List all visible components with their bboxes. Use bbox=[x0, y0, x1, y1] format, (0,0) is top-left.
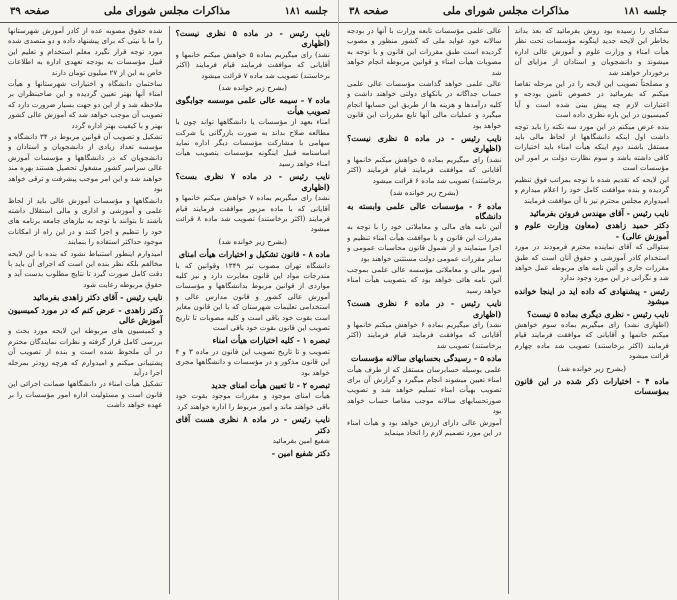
right-page-number: صفحه ۳۸ bbox=[349, 5, 389, 17]
reading-note: (بشرح زیر خوانده شد) bbox=[557, 363, 626, 373]
speaker-heading: ماده ۷ - سیمه عالی علمی موسسه جوابگوی تصویب هیأت bbox=[175, 95, 330, 116]
left-page-number: صفحه ۳۹ bbox=[10, 5, 50, 17]
text-paragraph: دانشگاه تهران مصوب تیر ۱۳۴۹ وقوانین که با مندرجات مواد این قانون مغایرت دارد و نیز کلیه مواردی از قوانین مربوط بدانشگاهها و مؤسسات آموزش عالی کشور و قانون مدارس عالی و استخدامی تعلیمات شهرستان که با این قانون مغایر است بقوت خود باقی است و کلیه مصوبات تا تاریخ تصویب این قانون بقوت خود باقی است bbox=[175, 260, 330, 332]
speaker-heading: رئیس - پیشنهادی که داده اید در اینجا خوانده میشود bbox=[514, 285, 669, 307]
text-paragraph: و کمیسیون های مربوطه این لایحه مورد بحث و بررسی کامل قرار گرفته و نظرات نمایندگان محترم در آن ملحوظ شده است و بنده از تصویب آن پشتیبانی میکنم و امیدوارم که هرچه زودتر بمرحله اجرا درآید bbox=[8, 326, 163, 377]
text-paragraph: تشکیل هیأت امناء در دانشگاهها ضمانت اجرائی این قانون است و مسئولیت اداره امور مؤسسات را بر عهده خواهد داشت bbox=[8, 379, 163, 410]
text-paragraph: این لایحه که تقدیم شده با توجه بمراتب فوق تنظیم گردیده و بنده موافقت کامل خود را اعلام میدارم و امیدوارم مجلس محترم نیز با آن موافقت فرمایند bbox=[514, 174, 669, 205]
text-paragraph: تشکیل و تصویب آن قوانین مربوط در ۳۴ دانشگاه و مؤسسه تعداد زیادی از دانشجویان و استادان و دانشجویان که در دانشگاهها و مؤسسات آموزش عالی سراسر کشور مشغول تحصیل هستند بهره مند خواهند شد و این امر موجب پیشرفت و ترقی خواهد بود bbox=[8, 132, 163, 194]
text-paragraph: بنده عرض میکنم در این مورد سه نکته را باید توجه داشت اول اینکه دانشگاهها از لحاظ مالی باید مستقل باشند دوم اینکه هیأت امناء باید اختیارات کافی داشته باشد و سوم نظارت دولت بر امور این مؤسسات است bbox=[514, 121, 669, 173]
speaker-heading: تبصره ۱ - کلیه اختیارات هیأت امناء bbox=[212, 335, 330, 346]
reading-note: (بشرح زیر خوانده شد) bbox=[218, 83, 287, 93]
text-paragraph: تصویب و تا تاریخ تصویب این قانون در ماده ۳ و ۴ این قانون مذکور و در مؤسسات و دانشگاهها مجری خواهد بود bbox=[175, 346, 330, 377]
right-page-header bbox=[339, 0, 677, 23]
text-paragraph: نشد) رای میگیریم بماده ۷ خواهش میکنم خانمها و آقایانی که با ماده مزبور موافقت فرمایند قیام فرمایند (اکثر برخاستند) تصویب شد ماده ۸ قرائت میشود bbox=[175, 193, 330, 234]
speaker-heading: نایب رئیس - در ماده ۵ نظری نیست؟ (اظهاری bbox=[175, 28, 330, 49]
speaker-heading: نایب رئیس - در ماده ۸ نظری هست آقای دکتر bbox=[175, 414, 330, 435]
column-divider bbox=[508, 26, 509, 594]
text-paragraph: هیأت امنای موجود و مقررات موجود بقوت خود باقی خواهند ماند و امور مربوط را اداره خواهند کرد bbox=[175, 391, 330, 411]
right-page bbox=[339, 0, 677, 600]
speaker-heading: ماده ۵ - رسیدگی بحسابهای سالانه مؤسسات bbox=[351, 353, 502, 364]
reading-note: (بشرح زیر خوانده شد) bbox=[218, 236, 287, 246]
speaker-heading: دکتر حمید زاهدی (معاون وزارت علوم و آموزش عالی) - bbox=[514, 220, 669, 241]
speaker-heading: ماده ۸ - قانون تشکیل و اختیارات هیأت امنای bbox=[178, 249, 330, 260]
left-page-right-column bbox=[176, 26, 331, 594]
text-paragraph: آئین نامه های مالی و معاملاتی خود را با توجه به مقررات این قانون و با موافقت هیأت امناء تنظیم و اجرا مینمایند و از شمول قانون محاسبات عمومی و سایر مقررات عمومی دولت مستثنی خواهند بود bbox=[347, 222, 502, 263]
text-paragraph: امناء بعهد از مؤسسات یا دانشگاهها تواند چون با مطالعه صلاح بداند به صورت بازرگانی یا شرکت سهامی با مشارکت مؤسسات دیگر اداره نماید اساسنامه قبیل اینگونه مؤسسات بتصویب هیأت امناء خواهد رسید bbox=[175, 117, 330, 168]
text-paragraph: (اظهاری نشد) رای میگیریم بماده سوم خواهش میکنم خانمها و آقایانی که موافقت فرمایند قیام فرمایند (اکثر برخاستند) تصویب شد ماده چهارم قرائت میشود bbox=[514, 319, 669, 361]
right-page-right-column bbox=[515, 26, 670, 594]
text-paragraph: نشد) رای میگیریم بماده ۶ خواهش میکنم خانمها و آقایانی که موافقت فرمایند قیام فرمایند (اکثر برخاستند) تصویب شد bbox=[347, 319, 502, 350]
text-paragraph: علمی بوسیله حسابرسان مستقل که از طرف هیأت امناء تعیین میشوند انجام میگیرد و گزارش آن برای تصویب بهیأت امناء تسلیم خواهد شد و تصویب صورتحسابهای سالانه موجب مفاصا حساب خواهد بود bbox=[347, 364, 502, 416]
speaker-heading: تبصره ۲ - تا تعیین هیأت امنای جدید bbox=[211, 380, 330, 390]
column-divider bbox=[169, 26, 170, 594]
left-page-header bbox=[0, 0, 338, 23]
speaker-heading: نایب رئیس - آقای دکتر زاهدی بفرمائید bbox=[33, 292, 163, 303]
text-paragraph: شفیع امین بفرمائید bbox=[272, 436, 330, 446]
right-page-session: جلسه ۱۸۱ bbox=[623, 5, 667, 17]
text-paragraph: آموزش عالی دارای ارزش خواهد بود و هیأت امناء در این مورد تصمیم لازم را اتخاذ مینماید bbox=[347, 417, 502, 438]
text-paragraph: عالی علمی خواهد گذاشت مؤسسات عالی علمی حساب جداگانه در بانکهای دولتی خواهند داشت و کلیه درآمدها و هزینه ها از طریق این حسابها انجام میگیرد و عملیات مالی آنها تابع مقررات این قانون خواهد بود bbox=[347, 79, 502, 130]
speaker-heading: دکتر زاهدی - عرض کنم که در مورد کمیسیون آموزش عالی bbox=[8, 304, 163, 325]
text-paragraph: دانشگاهها و مؤسسات آموزش عالی باید از لحاظ علمی و آموزشی و اداری و مالی استقلال داشته باشند تا بتوانند با توجه به نیازهای جامعه برنامه های خود را تنظیم و اجرا کنند و در این راه از امکانات موجود حداکثر استفاده را بنمایند bbox=[8, 195, 163, 247]
text-paragraph: نشد) رای میگیریم بماده ۵ خواهش میکنم خانمها و آقایانی که موافقت فرمایند قیام فرمایند (اکثر برخاستند) تصویب شد ماده ۷ قرائت میشود bbox=[175, 49, 330, 80]
text-paragraph: عالی علمی مؤسسات تابعه وزارت با آنها در بودجه سالانه خود عواید ملی که کشور منظور و مصوب گردیده است طبق مقررات این قانون و با توجه به مصوبات هیأت امناء و قوانین مربوطه انجام خواهد شد bbox=[347, 26, 502, 77]
text-paragraph: سئوالی که آقای نماینده محترم فرمودند در مورد استخدام کادر آموزشی و حقوق آنان است که طبق مقررات جاری و آئین نامه های مربوطه عمل خواهد شد و نگرانی در این مورد وجود ندارد bbox=[514, 242, 669, 283]
speaker-heading: ماده ۴ - اختیارات ذکر شده در این قانون بمؤسسات bbox=[514, 376, 669, 397]
speaker-heading: نایب رئیس - در ماده ۶ نظری هست؟ (اظهاری bbox=[347, 298, 502, 319]
text-paragraph: امیدوارم اینطور استنباط نشود که بنده با این لایحه مخالفم بلکه نظر بنده این است که اجرای آن باید با دقت کامل صورت گیرد تا نتایج مطلوب بدست آید و حقوق مربوطه رعایت شود bbox=[8, 248, 163, 289]
left-page-session: جلسه ۱۸۱ bbox=[284, 5, 328, 17]
text-paragraph: امور مالی و معاملاتی مؤسسه عالی علمی بموجب آئین نامه هائی خواهد بود که بتصویب هیأت امناء خواهد رسید bbox=[347, 264, 502, 295]
speaker-heading: نایب رئیس - نظری دیگری بماده ۵ نیست؟ bbox=[527, 308, 669, 319]
speaker-heading: دکتر شفیع امین - bbox=[271, 448, 330, 459]
speaker-heading: نایب رئیس - در ماده ۷ نظری بست؟ (اظهاری bbox=[175, 171, 330, 192]
speaker-heading: ماده ۶ - مؤسسات عالی علمی وابسته به دانشگاه bbox=[347, 200, 502, 221]
text-paragraph: سکنای را رسیده بود روش بفرمائید که بعد بداند بخاطر این لایحه جدید اینگونه مؤسسات تحت نظر هیأت امناء و وزارت علوم و آموزش عالی اداره میشوند و دانشجویان و استادان از مزایای آن برخوردار خواهند شد bbox=[514, 26, 669, 77]
right-page-title: مذاکرات مجلس شورای ملی bbox=[443, 5, 570, 17]
left-page-columns bbox=[8, 26, 330, 594]
text-paragraph: و مصلحتاً تصویب این لایحه را در این مرحله تقاضا میکنم که بفرمائید در خصوص تامین بودجه و اعتبارات لازم چه پیش بینی شده است و آیا کمیسیون در این باره نظری داده است bbox=[514, 79, 669, 120]
left-page-title: مذاکرات مجلس شورای ملی bbox=[104, 5, 231, 17]
text-paragraph: ساختمان دانشگاه و اختیارات شهرستانها و هیأت امناء آنها بهتر تعیین گردیده و این صاحبنظران بر ملاحظه شد و از این دو جهت بسیار ضرورت دارد که تصویب آن موجب خواهد شد که آموزش عالی کشور بهتر و با کیفیت بهتر اداره گردد bbox=[8, 79, 163, 130]
text-paragraph: نشد) رای میگیریم بماده ۵ خواهش میکنم خانمها و آقایانی که موافقت فرمایند قیام فرمایند (اکثر برخاستند) تصویب شد ماده ۶ قرائت میشود bbox=[347, 154, 502, 185]
speaker-heading: نایب رئیس - در ماده ۵ نظری نیست؟ (اظهاری bbox=[347, 133, 502, 154]
left-page-left-column bbox=[8, 26, 163, 594]
reading-note: (بشرح زیر خوانده شد) bbox=[390, 188, 459, 198]
right-page-left-column bbox=[347, 26, 502, 594]
text-paragraph: شده حقوق مصوبه عده از کادر آموزش شهرستانها را ما با نیتی که برای پیشنهاد داده و دو متصدی شده مورد توجه قرار نگیرد معلم استخدام و تعلیم این قبیل مؤسسات به بودجه تعهدی اداره به اطلاعات خاص به این از ۲۷ میلیون تومان دارند bbox=[8, 26, 163, 77]
speaker-heading: نایب رئیس - آقای مهندس فروتن بفرمائید bbox=[529, 207, 669, 218]
right-page-columns bbox=[347, 26, 669, 594]
